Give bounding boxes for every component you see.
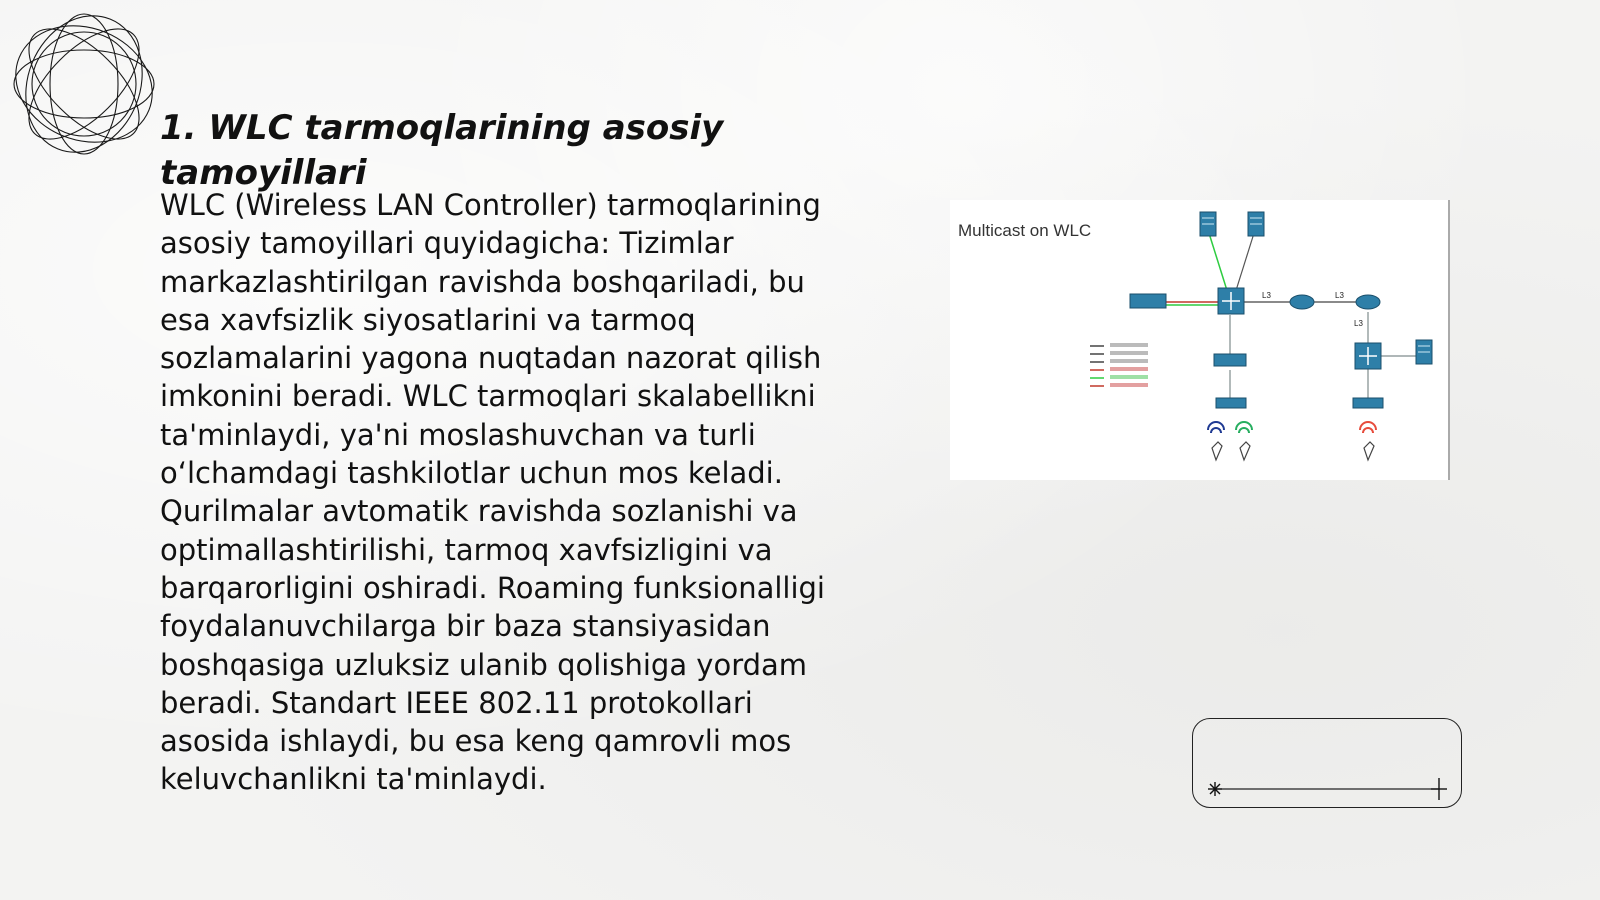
slide-body-text: WLC (Wireless LAN Controller) tarmoqlarining asosiy tamoyillari quyidagicha: Tizimlar markazlashtirilgan ravishda boshqariladi, bu esa xavfsizlik siyosatlarini va tarmoq sozlamalarini yagona nuqtadan nazorat qilish imkonini beradi. WLC tarmoqlari skalabellikni ta'minlaydi, ya'ni moslashuvchan va turli oʻlchamdagi tashkilotlar uchun mos keladi. Qurilmalar avtomatik ravishda sozlanishi va optimallashtirilishi, tarmoq xavfsizligini va barqarorligini oshiradi. Roaming funksionalligi foydalanuvchilarga bir baza stansiyasidan boshqasiga uzluksiz ulanib qolishiga yordam beradi. Standart IEEE 802.11 protokollari asosida ishlaydi, bu esa keng qamrovli mos keluvchanlikni ta'minlaydi. — [160, 188, 825, 797]
server-icon — [1200, 212, 1216, 236]
multilayer-switch-icon — [1218, 288, 1244, 314]
wifi-signal-icon — [1208, 422, 1376, 433]
access-point-icon — [1216, 398, 1246, 408]
label-l3-left: L3 — [1262, 291, 1271, 300]
access-point-icon — [1353, 398, 1383, 408]
router-icon — [1356, 295, 1380, 309]
wlc-controller-icon — [1130, 294, 1166, 308]
sparkle-icon — [1208, 782, 1222, 796]
mobile-client-icon — [1212, 442, 1374, 460]
multicast-network-diagram — [950, 200, 1450, 480]
slide-title: 1. WLC tarmoqlarining asosiy tamoyillari — [160, 108, 724, 193]
switch-icon — [1214, 354, 1246, 366]
server-icon — [1416, 340, 1432, 364]
orbit-rings-icon — [10, 10, 158, 158]
label-l3-right: L3 — [1335, 291, 1344, 300]
decorative-slider-frame — [1192, 718, 1462, 808]
diagram-title: Multicast on WLC — [958, 221, 1092, 240]
multilayer-switch-icon — [1355, 343, 1381, 369]
router-icon — [1290, 295, 1314, 309]
diagram-legend — [1090, 343, 1148, 387]
label-l3-vertical: L3 — [1354, 319, 1363, 328]
plus-cross-icon — [1431, 778, 1447, 800]
server-icon — [1248, 212, 1264, 236]
